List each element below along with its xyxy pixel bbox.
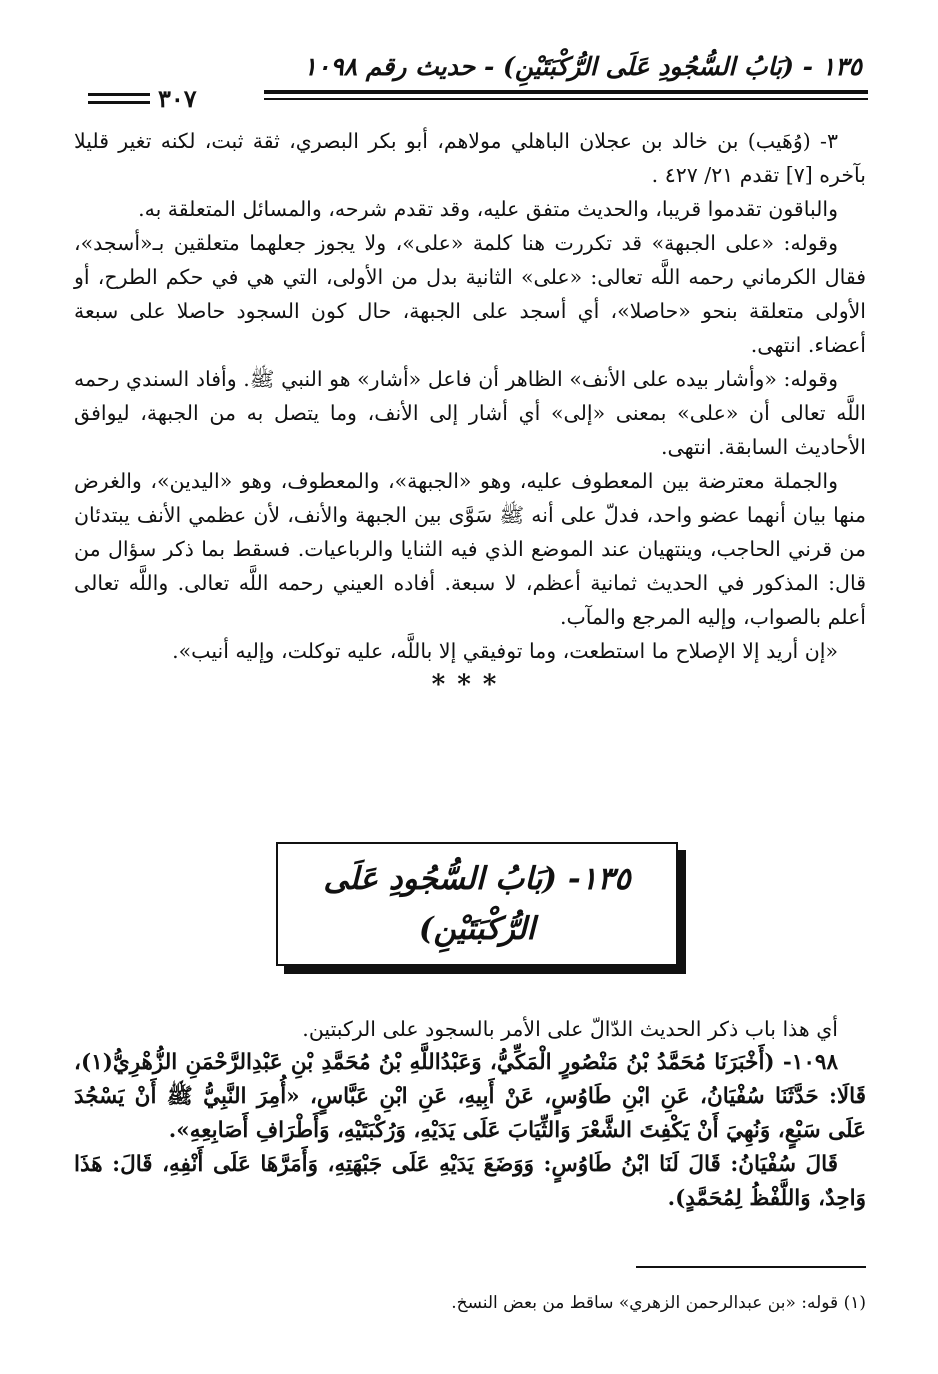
chapter-heading-box [276, 842, 678, 966]
header-rule-left-top [88, 93, 150, 96]
header-rule-thin [264, 98, 868, 100]
paragraph-remaining-narrators: والباقون تقدموا قريبا، والحديث متفق عليه، وقد تقدم شرحه، والمسائل المتعلقة به. [138, 197, 838, 221]
commentary-section [74, 124, 866, 702]
chapter-heading-line-2: الرُّكْبَتَيْنِ) [418, 911, 536, 947]
running-header-title: ١٣٥ - (بَابُ السُّجُودِ عَلَى الرُّكْبَتَيْنِ) - حديث رقم ١٠٩٨ [303, 52, 862, 81]
page-number: ٣٠٧ [158, 84, 197, 113]
hadith-text: ١٠٩٨- (أَخْبَرَنَا مُحَمَّدُ بْنُ مَنْصُورٍ الْمَكِّيُّ، وَعَبْدُاللَّهِ بْنُ مُحَمَّدِ بْنِ عَبْدِالرَّحْمَنِ الزُّهْرِيُّ(١)، قَالَا: حَدَّثَنَا سُفْيَانُ، عَنِ ابْنِ طَاوُسٍ، عَنْ أَبِيهِ، عَنِ ابْنِ عَبَّاسٍ، «أُمِرَ النَّبِيُّ ﷺ أَنْ يَسْجُدَ عَلَى سَبْعٍ، وَنُهِيَ أَنْ يَكْفِتَ الشَّعْرَ وَالثِّيَابَ عَلَى يَدَيْهِ، وَرُكْبَتَيْهِ، وَأَطْرَافِ أَصَابِعِهِ». [74, 1050, 866, 1143]
header-rule-left-bottom [88, 101, 150, 104]
footnote: (١) قوله: «بن عبدالرحمن الزهري» ساقط من بعض النسخ. [451, 1293, 866, 1313]
paragraph-ashara-biyadih: وقوله: «وأشار بيده على الأنف» الظاهر أن فاعل «أشار» هو النبي ﷺ. وأفاد السندي رحمه اللَّه تعالى أن «على» بمعنى «إلى» أي أشار إلى الأنف، وما يتصل به من الجبهة، ليوافق الأحاديث السابقة. انتهى. [74, 367, 866, 459]
paragraph-narrator-wuhayb: ٣- (وُهَيب) بن خالد بن عجلان الباهلي مولاهم، أبو بكر البصري، ثقة ثبت، لكنه تغير قليلا بآخره [٧] تقدم ٢١/ ٤٢٧ . [74, 129, 866, 187]
hadith-section [74, 1012, 866, 1216]
hadith-continuation: قَالَ سُفْيَانُ: قَالَ لَنَا ابْنُ طَاوُسٍ: وَوَضَعَ يَدَيْهِ عَلَى جَبْهَتِهِ، وَأَمَرَّهَا عَلَى أَنْفِهِ، قَالَ: هَذَا وَاحِدٌ، وَاللَّفْظُ لِمُحَمَّدٍ). [74, 1152, 866, 1211]
header-rule-thick [264, 90, 868, 94]
section-separator-stars: *** [431, 670, 509, 700]
chapter-heading-line-1: ١٣٥- (بَابُ السُّجُودِ عَلَى [323, 861, 631, 897]
chapter-intro: أي هذا باب ذكر الحديث الدّالّ على الأمر بالسجود على الركبتين. [302, 1017, 838, 1041]
paragraph-closing-verse: «إن أريد إلا الإصلاح ما استطعت، وما توفيقي إلا باللَّه، عليه توكلت، وإليه أنيب». [172, 639, 838, 663]
paragraph-jumla-mutarida: والجملة معترضة بين المعطوف عليه، وهو «الجبهة»، والمعطوف، وهو «اليدين»، والغرض منها بيان أنهما عضو واحد، فدلّ على أنه ﷺ سَوَّى بين الجبهة والأنف، لأن عظمي الأنف يبتدئان من قرني الحاجب، وينتهيان عند الموضع الذي فيه الثنايا والرباعيات. فسقط بما ذكر سؤال من قال: المذكور في الحديث ثمانية أعظم، لا سبعة. أفاده العيني رحمه اللَّه تعالى. واللَّه تعالى أعلم بالصواب، وإليه المرجع والمآب. [74, 469, 866, 629]
paragraph-ala-aljabha: وقوله: «على الجبهة» قد تكررت هنا كلمة «على»، ولا يجوز جعلهما متعلقين بـ«أسجد»، فقال الكرماني رحمه اللَّه تعالى: «على» الثانية بدل من الأولى، التي هي في حكم الطرح، أو الأولى متعلقة بنحو «حاصلا»، أي أسجد على الجبهة، حال كون السجود حاصلا على سبعة أعضاء. انتهى. [74, 231, 866, 357]
footnote-divider [636, 1266, 866, 1268]
